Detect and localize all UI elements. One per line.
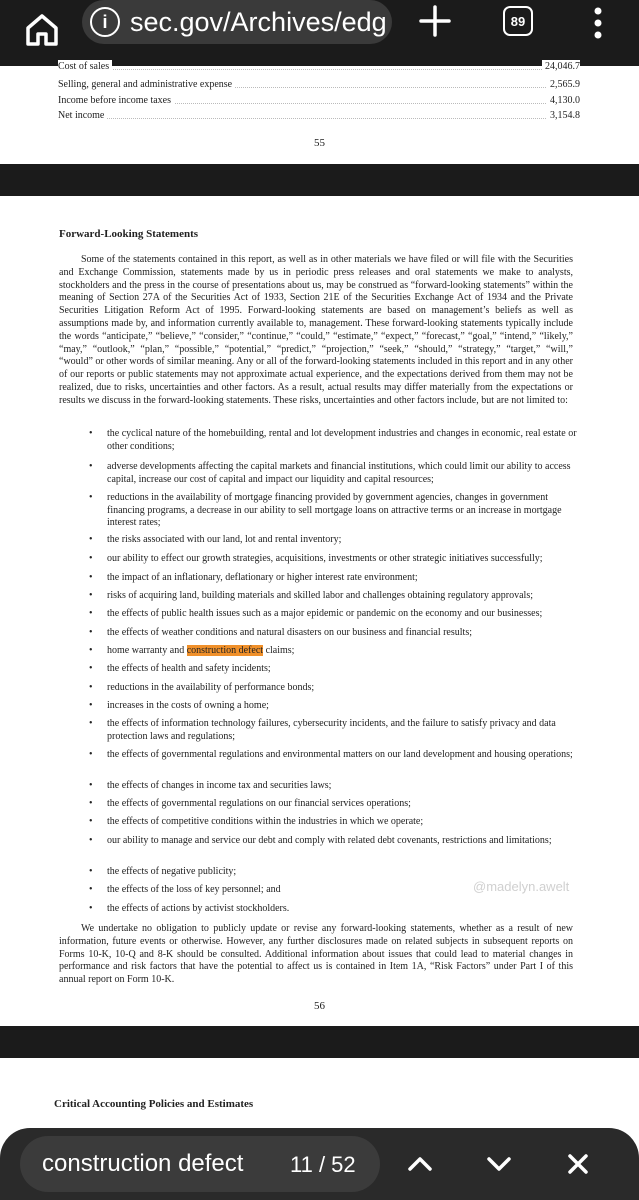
page-number: 56 [314,1000,325,1012]
browser-toolbar [0,0,639,66]
close-icon[interactable] [560,1146,596,1182]
page-number: 55 [314,137,325,149]
intro-paragraph: Some of the statements contained in this report, as well as in other materials we have filed or will file with the Securities and Exchange Commission, statements made by us in periodic press releases and oral statements we make to analysts, stockholders and the press in the course of presentations about us, may be construed as “forward-looking statements” within the meaning of Section 27A of the Securities Act of 1933, Section 21E of the Securities Exchange Act of 1934 and the Private Securities Litigation Reform Act of 1995. Forward-looking statements are based on management’s beliefs as well as assumptions made by, and information currently available to, management. These forward-looking statements typically include the words “anticipate,” “believe,” “consider,” “continue,” “could,” “estimate,” “expect,” “forecast,” “goal,” “intend,” “likely,” “may,” “outlook,” “plan,” “possible,” “potential,” “predict,” “projection,” “seek,” “should,” “strategy,” “target,” “will,” “would” or other words of similar meaning. Any or all of the forward-looking statements included in this report and in any other of our reports or public statements may not approximate actual experience, and the expectations derived from them may not be realized, due to risks, uncertainties and other factors. As a result, actual results may differ materially from the expectations or results we discuss in the forward-looking statements. These risks, uncertainties and other factors include, but are not limited to: [59,254,573,406]
match-before: home warranty and [107,645,187,656]
chevron-down-icon[interactable] [481,1146,517,1182]
row-label: Income before income taxes [58,94,174,107]
chevron-up-icon[interactable] [402,1146,438,1182]
financial-row [58,60,580,73]
document-page-55 [0,61,639,164]
new-tab-icon[interactable] [418,4,452,38]
row-value: 24,046.7 [542,60,580,73]
financial-row [58,94,580,107]
url-text: sec.gov/Archives/edg [130,6,387,37]
info-icon[interactable]: i [90,7,120,37]
closing-paragraph: We undertake no obligation to publicly update or revise any forward-looking statements, whether as a result of new information, future events or otherwise. However, any further disclosures made on related subjects in subsequent reports on Forms 10-K, 10-Q and 8-K should be consulted. Additional information about issues that could lead to material changes in performance and risk factors that have the potential to affect us is contained in Item 1A, “Risk Factors” under Part I of this annual report on Form 10-K. [59,923,573,986]
row-label: Net income [58,109,107,122]
row-label: Selling, general and administrative expense [58,78,235,91]
section-heading: Forward-Looking Statements [59,228,199,240]
section-heading: Critical Accounting Policies and Estimates [54,1098,254,1110]
watermark: @madelyn.awelt [473,879,570,894]
address-bar[interactable] [82,0,392,44]
financial-row [58,109,580,122]
row-value: 4,130.0 [547,94,580,107]
financial-row [58,78,580,91]
row-value: 3,154.8 [547,109,580,122]
find-in-page-bar [0,1128,639,1200]
home-icon[interactable] [22,10,62,50]
match-after: claims; [263,645,295,656]
match-count: 11 / 52 [290,1152,356,1177]
row-label: Cost of sales [58,60,112,73]
search-match-highlight: construction defect [186,645,264,656]
tab-count-button[interactable]: 89 [503,6,533,36]
row-value: 2,565.9 [547,78,580,91]
document-page-56: Forward-Looking Statements Some of the statements contained in this report, as well as in other materials we have filed or will file with the Securities and Exchange Commission, statements made by us in periodic press releases and oral statements we make to analysts, stockholders and the press in the course of presentations about us, may be construed as “forward-looking statements” within the meaning of Section 27A of the Securities Act of 1933, Section 21E of the Securities Exchange Act of 1934 and the Private Securities Litigation Reform Act of 1995. Forward-looking statements are based on management’s beliefs as well as assumptions made by, and information currently available to, management. These forward-looking statements typically include the words “anticipate,” “believe,” “consider,” “continue,” “could,” “estimate,” “expect,” “forecast,” “goal,” “intend,” “likely,” “may,” “outlook,” “plan,” “possible,” “potential,” “predict,” “projection,” “seek,” “should,” “strategy,” “target,” “will,” “would” or other words of similar meaning. Any or all of the forward-looking statements included in this report and in any other of our reports or public statements may not approximate actual experience, and the expectations derived from them may not be realized, due to risks, uncertainties and other factors. As a result, actual results may differ materially from the expectations or results we discuss in the forward-looking statements. These risks, uncertainties and other factors include, but are not limited to: • the cyclical nature of the homebuilding, rental and lot development industries and changes in economic, real estate or other conditions; • adverse developments affecting the capital markets and financial institutions, which could limit our ability to access capital, increase our cost of capital and impact our liquidity and capital resources; • reductions in the availability of mortgage financing provided by government agencies, changes in government financing programs, a decrease in our ability to sell mortgage loans on attractive terms or an increase in mortgage interest rates; • the risks associated with our land, lot and rental inventory; • our ability to effect our growth strategies, acquisitions, investments or other strategic initiatives successfully; • the impact of an inflationary, deflationary or higher interest rate environment; • risks of acquiring land, building materials and skilled labor and challenges obtaining regulatory approvals; • the effects of public health issues such as a major epidemic or pandemic on the economy and our businesses; • the effects of weather conditions and natural disasters on our business and financial results; • home warranty and construction defect claims; • the effects of health and safety incidents; • reductions in the availability of performance bonds; • increases in the costs of owning a home; • the effects of information technology failures, cybersecurity incidents, and the failure to satisfy privacy and data protection laws and regulations; • the effects of governmental regulations and environmental matters on our land development and housing operations; • the effects of changes in income tax and securities laws; • the effects of governmental regulations on our financial services operations; • the effects of competitive conditions within the industries in which we operate; • our ability to manage and service our debt and comply with related debt covenants, restrictions and limitations; • the effects of negative publicity; • the effects of the loss of key personnel; and • the effects of actions by activist stockholders. @madelyn.awelt We undertake no obligation to publicly update or revise any forward-looking statements, whether as a result of new information, future events or otherwise. However, any further disclosures made on related subjects in subsequent reports on Forms 10-K, 10-Q and 8-K should be consulted. Additional information about issues that could lead to material changes in performance and risk factors that have the potential to affect us is contained in Item 1A, “Risk Factors” under Part I of this annual report on Form 10-K. 56 [0,196,639,1026]
more-menu-icon[interactable] [592,6,604,40]
